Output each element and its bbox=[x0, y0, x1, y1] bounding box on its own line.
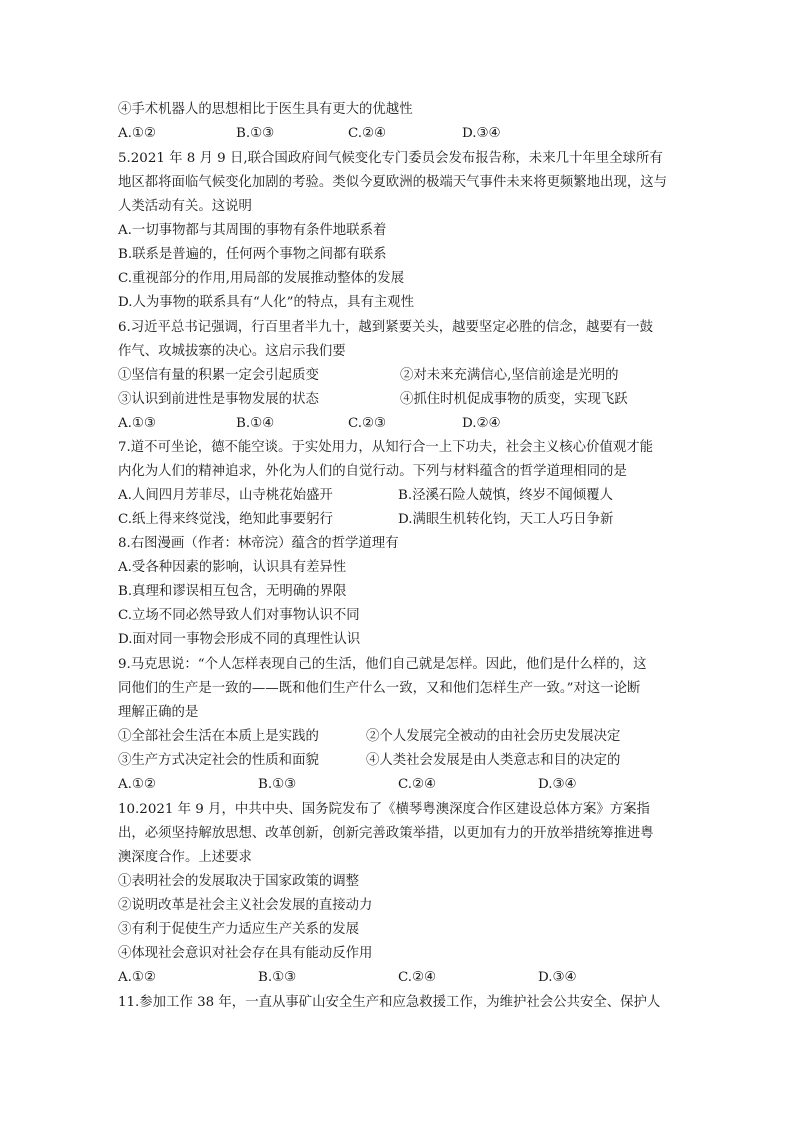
q7-option-a: A.人间四月芳菲尽，山寺桃花始盛开 bbox=[118, 488, 333, 503]
q9-option-d: D.③④ bbox=[538, 777, 577, 792]
q5-option-b: B.联系是普遍的，任何两个事物之间都有联系 bbox=[118, 247, 387, 262]
q9-item-2: ②个人发展完全被动的由社会历史发展决定 bbox=[366, 729, 621, 744]
q4-option-c: C.②④ bbox=[348, 126, 387, 141]
q9-option-c: C.②④ bbox=[398, 777, 437, 792]
q4-item-4: ④手术机器人的思想相比于医生具有更大的优越性 bbox=[118, 102, 413, 117]
q8-stem: 8.右图漫画（作者：林帝浣）蕴含的哲学道理有 bbox=[118, 536, 399, 551]
q10-item-3: ③有利于促使生产力适应生产关系的发展 bbox=[118, 922, 360, 937]
q6-item-4: ④抓住时机促成事物的质变，实现飞跃 bbox=[400, 392, 628, 407]
q10-item-4: ④体现社会意识对社会存在具有能动反作用 bbox=[118, 946, 373, 961]
q10-stem-1: 10.2021 年 9 月，中共中央、国务院发布了《横琴粤澳深度合作区建设总体方案》方案指 bbox=[118, 802, 650, 817]
q9-item-4: ④人类社会发展是由人类意志和目的决定的 bbox=[366, 753, 621, 768]
q9-item-3: ③生产方式决定社会的性质和面貌 bbox=[118, 753, 319, 768]
q8-option-b: B.真理和谬误相互包含，无明确的界限 bbox=[118, 584, 347, 599]
q6-option-d: D.②④ bbox=[462, 416, 501, 431]
q10-option-c: C.②④ bbox=[398, 970, 437, 985]
q7-stem-1: 7.道不可坐论，德不能空谈。于实处用力，从知行合一上下功夫，社会主义核心价值观才能 bbox=[118, 440, 654, 455]
q7-stem-2: 内化为人们的精神追求，外化为人们的自觉行动。下列与材料蕴含的哲学道理相同的是 bbox=[118, 464, 627, 479]
q5-stem-2: 地区都将面临气候变化加剧的考验。类似今夏欧洲的极端天气事件未来将更频繁地出现，这与 bbox=[118, 175, 668, 190]
q6-item-3: ③认识到前进性是事物发展的状态 bbox=[118, 392, 319, 407]
q5-stem-3: 人类活动有关。这说明 bbox=[118, 199, 252, 214]
q4-option-b: B.①③ bbox=[236, 126, 275, 141]
q9-option-a: A.①② bbox=[118, 777, 156, 792]
q7-option-d: D.满眼生机转化钧，天工人巧日争新 bbox=[398, 512, 614, 527]
q5-stem-1: 5.2021 年 8 月 9 日,联合国政府间气候变化专门委员会发布报告称，未来几十年里全球所有 bbox=[118, 151, 663, 166]
q9-stem-3: 理解正确的是 bbox=[118, 705, 199, 720]
q4-option-d: D.③④ bbox=[462, 126, 501, 141]
q5-option-a: A.一切事物都与其周围的事物有条件地联系着 bbox=[118, 223, 387, 238]
q6-option-a: A.①③ bbox=[118, 416, 156, 431]
q10-option-b: B.①③ bbox=[258, 970, 297, 985]
q6-stem-2: 作气、攻城拔寨的决心。这启示我们要 bbox=[118, 344, 346, 359]
q6-option-c: C.②③ bbox=[348, 416, 387, 431]
q10-item-2: ②说明改革是社会主义社会发展的直接动力 bbox=[118, 898, 373, 913]
q8-option-a: A.受各种因素的影响，认识具有差异性 bbox=[118, 560, 347, 575]
q9-option-b: B.①③ bbox=[258, 777, 297, 792]
q10-option-d: D.③④ bbox=[538, 970, 577, 985]
q5-option-d: D.人为事物的联系具有“人化”的特点，具有主观性 bbox=[118, 295, 415, 310]
q9-stem-1: 9.马克思说：“个人怎样表现自己的生活，他们自己就是怎样。因此，他们是什么样的，这 bbox=[118, 657, 647, 672]
q10-item-1: ①表明社会的发展取决于国家政策的调整 bbox=[118, 874, 360, 889]
q5-option-c: C.重视部分的作用,用局部的发展推动整体的发展 bbox=[118, 271, 405, 286]
q8-option-c: C.立场不同必然导致人们对事物认识不同 bbox=[118, 608, 360, 623]
q7-option-c: C.纸上得来终觉浅，绝知此事要躬行 bbox=[118, 512, 333, 527]
q6-option-b: B.①④ bbox=[236, 416, 275, 431]
q11-stem-1: 11.参加工作 38 年，一直从事矿山安全生产和应急救援工作，为维护社会公共安全、保护人 bbox=[118, 995, 661, 1010]
q8-option-d: D.面对同一事物会形成不同的真理性认识 bbox=[118, 632, 361, 647]
q6-stem-1: 6.习近平总书记强调，行百里者半九十，越到紧要关头，越要坚定必胜的信念，越要有一鼓 bbox=[118, 320, 654, 335]
q7-option-b: B.泾溪石险人兢慎，终岁不闻倾覆人 bbox=[398, 488, 613, 503]
q10-option-a: A.①② bbox=[118, 970, 156, 985]
q9-stem-2: 同他们的生产是一致的——既和他们生产什么一致，又和他们怎样生产一致。”对这一论断 bbox=[118, 681, 641, 696]
q4-option-a: A.①② bbox=[118, 126, 156, 141]
q10-stem-2: 出，必须坚持解放思想、改革创新，创新完善政策举措，以更加有力的开放举措统筹推进粤 bbox=[118, 826, 654, 841]
q6-item-2: ②对未来充满信心,坚信前途是光明的 bbox=[400, 368, 619, 383]
q9-item-1: ①全部社会生活在本质上是实践的 bbox=[118, 729, 319, 744]
q6-item-1: ①坚信有量的积累一定会引起质变 bbox=[118, 368, 319, 383]
q10-stem-3: 澳深度合作。上述要求 bbox=[118, 850, 252, 865]
